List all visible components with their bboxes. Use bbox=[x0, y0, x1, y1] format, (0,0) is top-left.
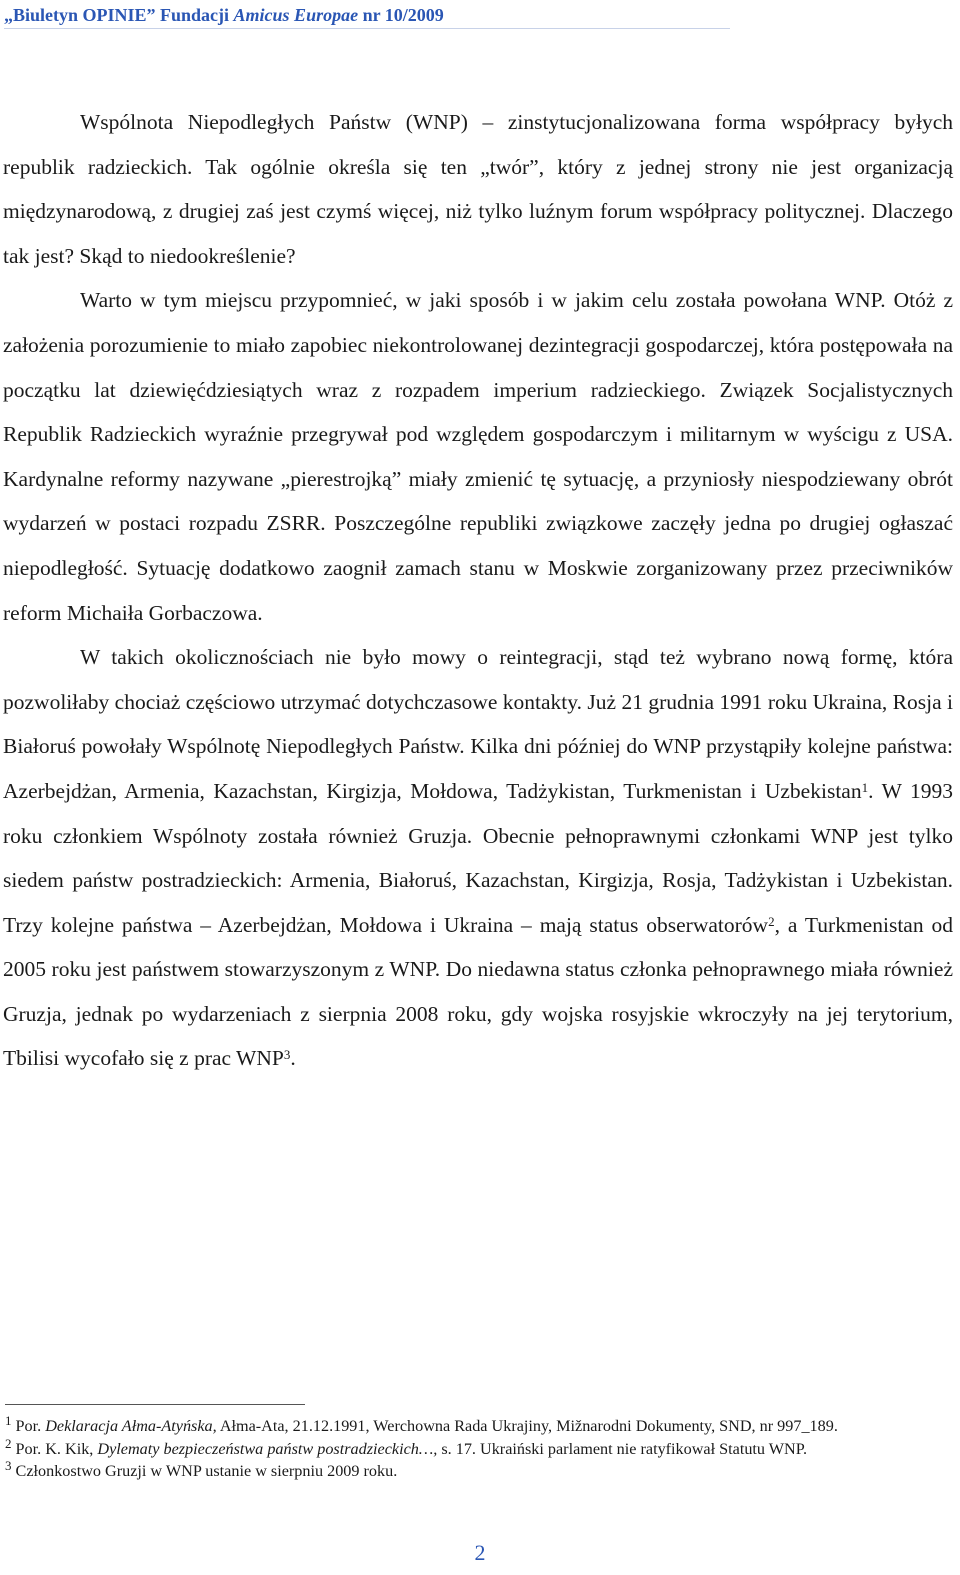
paragraph-3-text-a: W takich okolicznościach nie było mowy o reintegracji, stąd też wybrano nową formę, która pozwoliłaby chociaż częściowo utrzymać dotychczasowe kontakty. Już 21 grudnia 1991 roku Ukraina, Rosja i Białoruś powołały Wspólnotę Niepodległych Państw. Kilka dni później do WNP przystąpiły kolejne państwa: Azerbejdżan, Armenia, Kazachstan, Kirgizja, Mołdowa, Tadżykistan, Turkmenistan i Uzbekistan bbox=[3, 645, 953, 803]
footnote-text: Por. K. Kik, bbox=[11, 1439, 98, 1458]
footnote-text: s. 17. Ukraiński parlament nie ratyfikował Statutu WNP. bbox=[437, 1439, 807, 1458]
footnote-number: 3 bbox=[5, 1458, 12, 1473]
paragraph-2: Warto w tym miejscu przypomnieć, w jaki sposób i w jakim celu została powołana WNP. Otóż z założenia porozumienie to miało zapobiec niekontrolowanej dezintegracji gospodarczej, która postępowała na początku lat dziewięćdziesiątych wraz z rozpadem imperium radzieckiego. Związek Socjalistycznych Republik Radzieckich wyraźnie przegrywał pod względem gospodarczym i militarnym w wyścigu z USA. Kardynalne reformy nazywane „pierestrojką” miały zmienić tę sytuację, a przyniosły niespodziewany obrót wydarzeń w postaci rozpadu ZSRR. Poszczególne republiki związkowe zaczęły jedna po drugiej ogłaszać niepodległość. Sytuację dodatkowo zaognił zamach stanu w Moskwie zorganizowany przez przeciwników reform Michaiła Gorbaczowa. bbox=[3, 288, 953, 625]
header-foundation-name: Amicus Europae bbox=[233, 5, 359, 25]
footnote-2 bbox=[5, 1435, 953, 1461]
paragraph-3-text-d: . bbox=[290, 1046, 296, 1071]
running-header bbox=[4, 4, 730, 29]
footnote-separator bbox=[5, 1404, 305, 1405]
footnote-text: Ałma-Ata, 21.12.1991, Werchowna Rada Ukrajiny, Mižnarodni Dokumenty, SND, nr 997_189. bbox=[216, 1417, 838, 1435]
footnote-1 bbox=[5, 1415, 953, 1438]
header-issue: nr 10/2009 bbox=[358, 5, 444, 25]
footnote-title: Deklaracja Ałma-Atyńska, bbox=[45, 1417, 217, 1435]
paragraph-3-text-c: , a Turkmenistan od 2005 roku jest państwem stowarzyszonym z WNP. Do niedawna status członka pełnoprawnego miała również Gruzja, jednak po wydarzeniach z sierpnia 2008 roku, gdy wojska rosyjskie wkroczyły na jej terytorium, Tbilisi wycofało się z prac WNP bbox=[3, 912, 953, 1071]
footnote-number: 2 bbox=[5, 1435, 12, 1451]
footnote-3 bbox=[5, 1460, 953, 1483]
page-number: 2 bbox=[474, 1540, 486, 1565]
paragraph-3 bbox=[3, 635, 953, 1081]
footnote-title: Dylematy bezpieczeństwa państw postradzieckich…, bbox=[97, 1439, 438, 1458]
footnote-ref-2[interactable]: 2 bbox=[768, 913, 775, 929]
header-title: „Biuletyn OPINIE” Fundacji bbox=[4, 5, 234, 25]
footnote-ref-3[interactable]: 3 bbox=[283, 1047, 291, 1063]
footnote-text: Członkostwo Gruzji w WNP ustanie w sierpniu 2009 roku. bbox=[11, 1462, 398, 1480]
footnote-number: 1 bbox=[5, 1413, 12, 1428]
footnote-text: Por. bbox=[11, 1417, 46, 1435]
footnote-ref-1[interactable]: 1 bbox=[861, 779, 869, 795]
article-body bbox=[3, 100, 953, 1081]
paragraph-1: Wspólnota Niepodległych Państw (WNP) – zinstytucjonalizowana forma współpracy byłych republik radzieckich. Tak ogólnie określa się ten „twór”, który z jednej strony nie jest organizacją międzynarodową, z drugiej zaś jest czymś więcej, niż tylko luźnym forum współpracy politycznej. Dlaczego tak jest? Skąd to niedookreślenie? bbox=[3, 110, 953, 268]
paragraph-3-text-b: . W 1993 roku członkiem Wspólnoty została również Gruzja. Obecnie pełnoprawnymi członkami WNP jest tylko siedem państw postradzieckich: Armenia, Białoruś, Kazachstan, Kirgizja, Rosja, Tadżykistan i Uzbekistan. Trzy kolejne państwa – Azerbejdżan, Mołdowa i Ukraina – mają status obserwatorów bbox=[3, 778, 953, 937]
footnotes bbox=[5, 1415, 953, 1483]
